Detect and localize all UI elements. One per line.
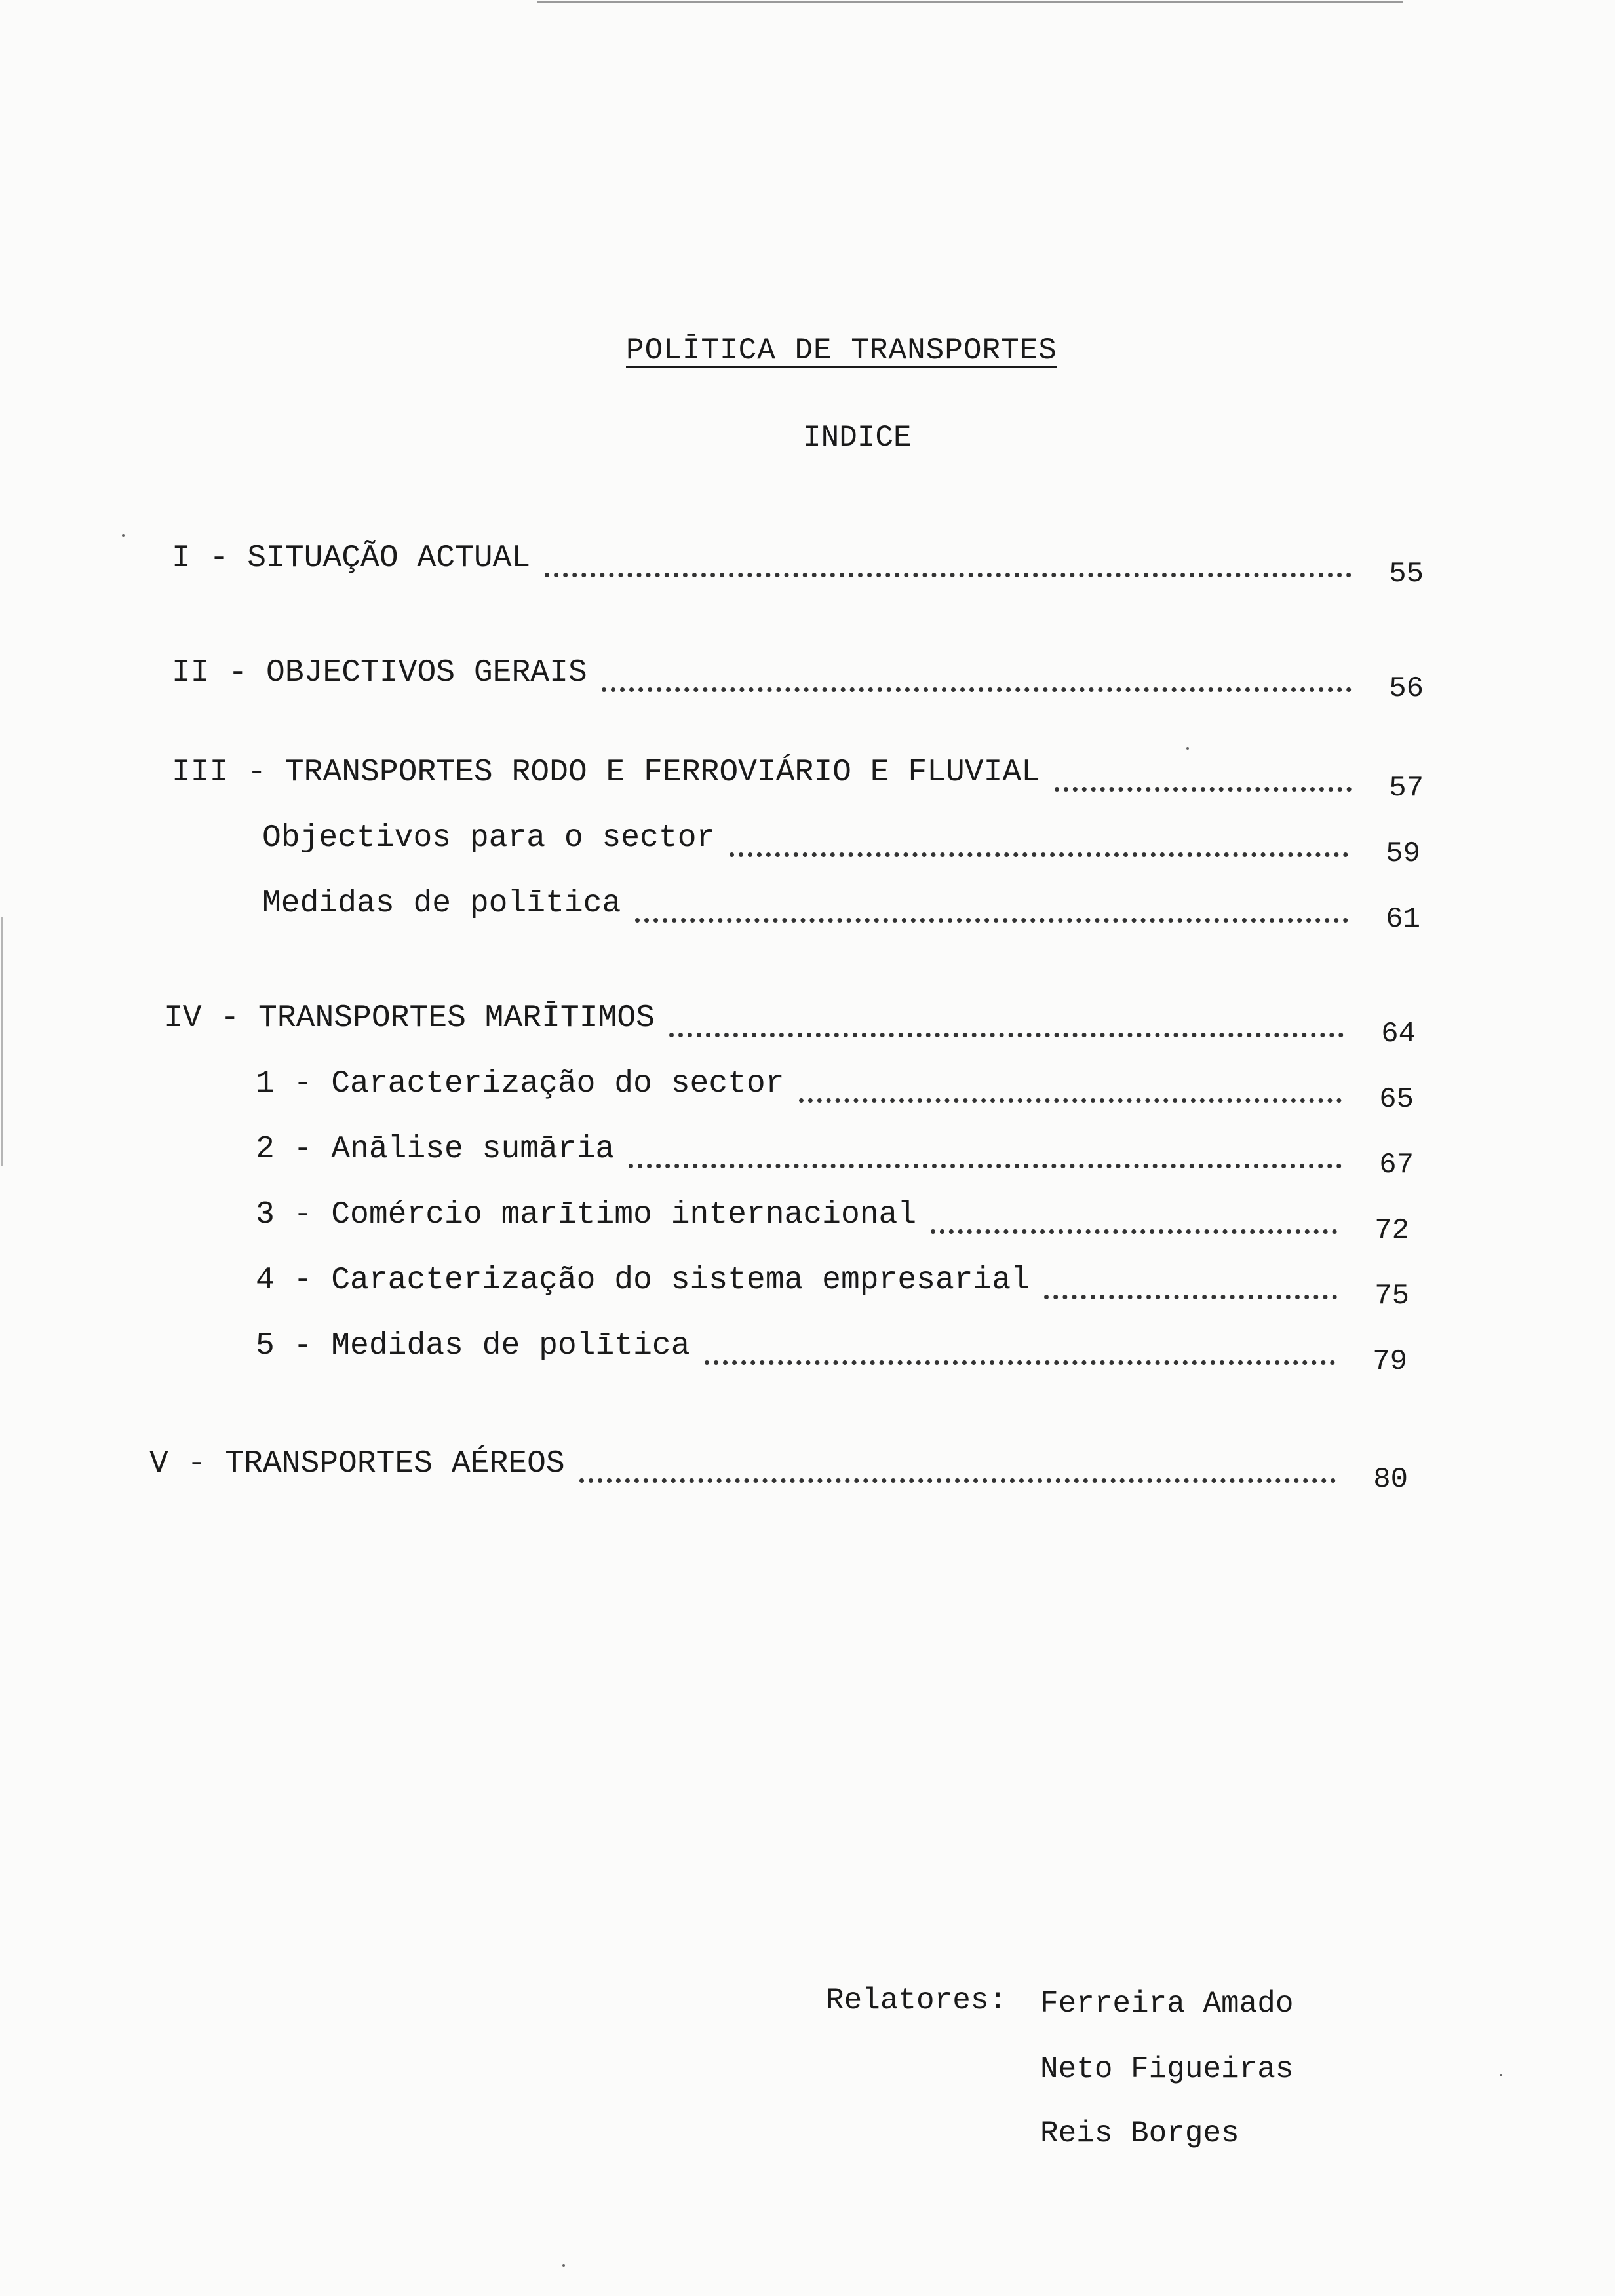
toc-label: V - TRANSPORTES AÉREOS — [149, 1446, 565, 1482]
toc-label: Objectivos para o sector — [262, 820, 716, 856]
dot-leader — [602, 670, 1352, 692]
toc-page: 80 — [1373, 1463, 1408, 1496]
toc-subentry — [262, 822, 1420, 868]
toc-entry — [172, 543, 1424, 588]
dot-leader — [931, 1212, 1337, 1234]
document-title: POLĪTICA DE TRANSPORTES — [626, 334, 1057, 368]
toc-page: 65 — [1379, 1083, 1414, 1116]
toc-page: 55 — [1389, 558, 1424, 590]
dot-leader — [669, 1016, 1344, 1037]
relator-name: Ferreira Amado — [1040, 1987, 1294, 2021]
dot-leader — [629, 1147, 1342, 1168]
toc-page: 57 — [1389, 772, 1424, 805]
left-scan-edge — [1, 917, 3, 1166]
dot-leader — [545, 556, 1352, 577]
dot-leader — [730, 835, 1348, 857]
toc-entry — [172, 757, 1424, 803]
dot-leader — [579, 1461, 1336, 1483]
toc-subentry — [256, 1330, 1407, 1376]
toc-page: 61 — [1386, 903, 1420, 936]
top-scan-edge — [537, 1, 1403, 3]
relator-name: Reis Borges — [1040, 2116, 1239, 2151]
toc-label: I - SITUAÇÃO ACTUAL — [172, 541, 531, 576]
toc-entry — [172, 657, 1424, 703]
dot-leader — [705, 1343, 1335, 1365]
toc-subentry — [256, 1199, 1409, 1245]
toc-label: II - OBJECTIVOS GERAIS — [172, 655, 587, 691]
toc-subentry — [256, 1068, 1414, 1114]
toc-subentry — [256, 1134, 1414, 1179]
document-subtitle: INDICE — [803, 421, 912, 455]
toc-label: III - TRANSPORTES RODO E FERROVIÁRIO E FLUVIAL — [172, 755, 1041, 790]
scan-speck — [562, 2264, 565, 2267]
toc-label: 1 - Caracterização do sector — [256, 1066, 785, 1101]
toc-label: 4 - Caracterização do sistema empresarial — [256, 1263, 1030, 1298]
toc-label: IV - TRANSPORTES MARĪTIMOS — [164, 1001, 655, 1036]
relatores-label: Relatores: — [826, 1983, 1007, 2018]
scan-speck — [1500, 2074, 1502, 2076]
toc-page: 59 — [1386, 837, 1420, 870]
dot-leader — [799, 1081, 1342, 1103]
scan-speck — [122, 534, 125, 537]
toc-page: 75 — [1374, 1280, 1409, 1312]
toc-label: Medidas de polītica — [262, 886, 621, 921]
scan-speck — [1186, 747, 1189, 750]
dot-leader — [635, 901, 1348, 923]
toc-label: 2 - Anālise sumāria — [256, 1132, 615, 1167]
toc-page: 56 — [1389, 672, 1424, 705]
toc-label: 3 - Comércio marītimo internacional — [256, 1197, 917, 1233]
toc-page: 79 — [1372, 1345, 1407, 1378]
toc-page: 67 — [1379, 1149, 1414, 1181]
toc-subentry — [262, 888, 1420, 934]
toc-entry — [164, 1003, 1416, 1048]
dot-leader — [1044, 1278, 1337, 1299]
toc-page: 64 — [1381, 1018, 1416, 1050]
toc-label: 5 - Medidas de polītica — [256, 1328, 690, 1364]
dot-leader — [1055, 770, 1352, 792]
toc-page: 72 — [1374, 1214, 1409, 1247]
relator-name: Neto Figueiras — [1040, 2052, 1294, 2086]
toc-entry — [149, 1448, 1408, 1494]
toc-subentry — [256, 1265, 1409, 1311]
